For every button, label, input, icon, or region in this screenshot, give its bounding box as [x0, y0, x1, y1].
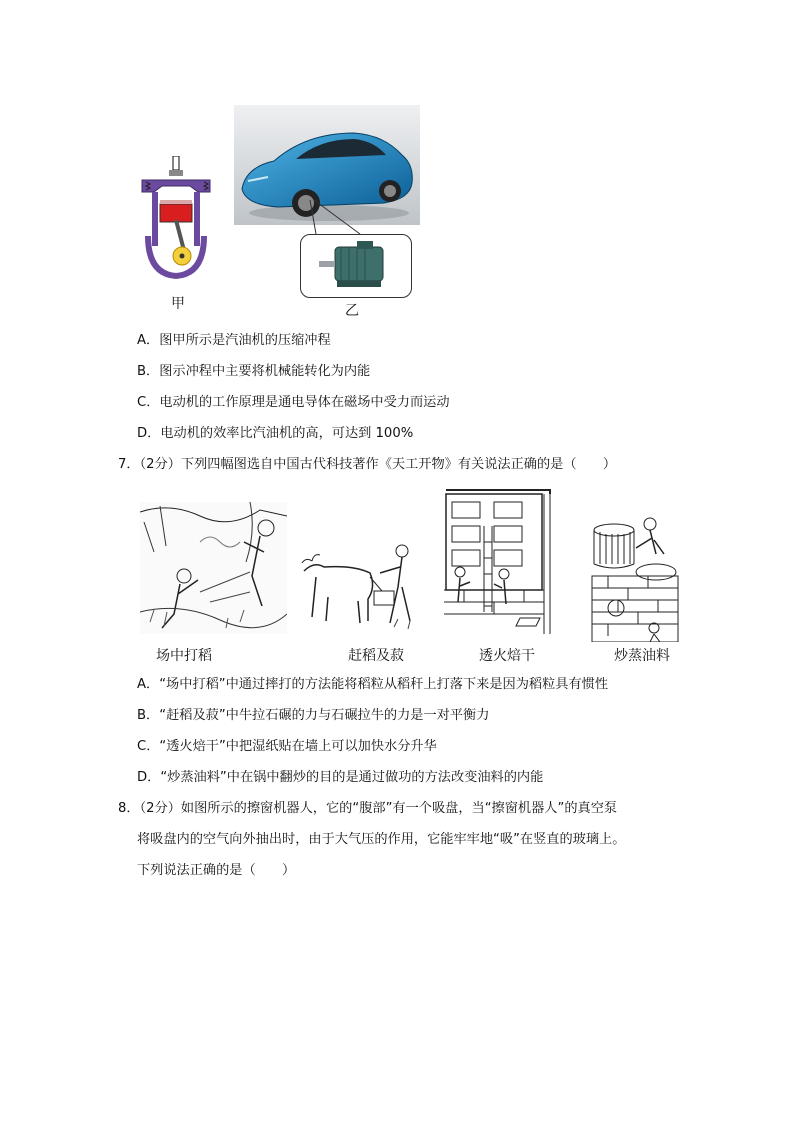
q6-option-d: D．电动机的效率比汽油机的高，可达到 100%	[137, 426, 414, 441]
q6-option-b: B．图示冲程中主要将机械能转化为内能	[137, 364, 371, 379]
illustration-ox-roller	[298, 537, 422, 635]
q7-option-c: C．“透火焙干”中把湿纸贴在墙上可以加快水分升华	[137, 739, 437, 754]
q8-stem-line3: 下列说法正确的是（ ）	[137, 863, 296, 878]
figure-label-yi: 乙	[345, 303, 359, 319]
q7-stem: 7．（2分）下列四幅图选自中国古代科技著作《天工开物》有关说法正确的是（ ）	[118, 457, 617, 472]
caption-ox-roller: 赶稻及菽	[348, 648, 404, 664]
figure-label-jia: 甲	[171, 296, 185, 312]
illustration-drying-wall	[444, 486, 554, 634]
q8-stem-line1: 8．（2分）如图所示的擦窗机器人，它的“腹部”有一个吸盘，当“擦窗机器人”的真空泵	[118, 801, 618, 816]
q6-option-c: C．电动机的工作原理是通电导体在磁场中受力而运动	[137, 395, 450, 410]
q7-option-b: B．“赶稻及菽”中牛拉石碾的力与石碾拉牛的力是一对平衡力	[137, 708, 490, 723]
illustration-threshing	[140, 502, 287, 634]
caption-threshing: 场中打稻	[156, 648, 212, 664]
q7-option-d: D．“炒蒸油料”中在锅中翻炒的目的是通过做功的方法改变油料的内能	[137, 770, 544, 785]
caption-frying-oilseeds: 炒蒸油料	[614, 648, 670, 664]
engine-diagram	[138, 156, 214, 282]
q7-option-a: A．“场中打稻”中通过摔打的方法能将稻粒从稻秆上打落下来是因为稻粒具有惯性	[137, 677, 609, 692]
q8-stem-line2: 将吸盘内的空气向外抽出时，由于大气压的作用，它能牢牢地“吸”在竖直的玻璃上。	[137, 832, 626, 847]
callout-lines	[300, 198, 380, 238]
q6-option-a: A．图甲所示是汽油机的压缩冲程	[137, 333, 331, 348]
illustration-frying-oilseeds	[588, 514, 680, 642]
electric-motor-image	[300, 234, 412, 298]
caption-drying-wall: 透火焙干	[479, 648, 535, 664]
